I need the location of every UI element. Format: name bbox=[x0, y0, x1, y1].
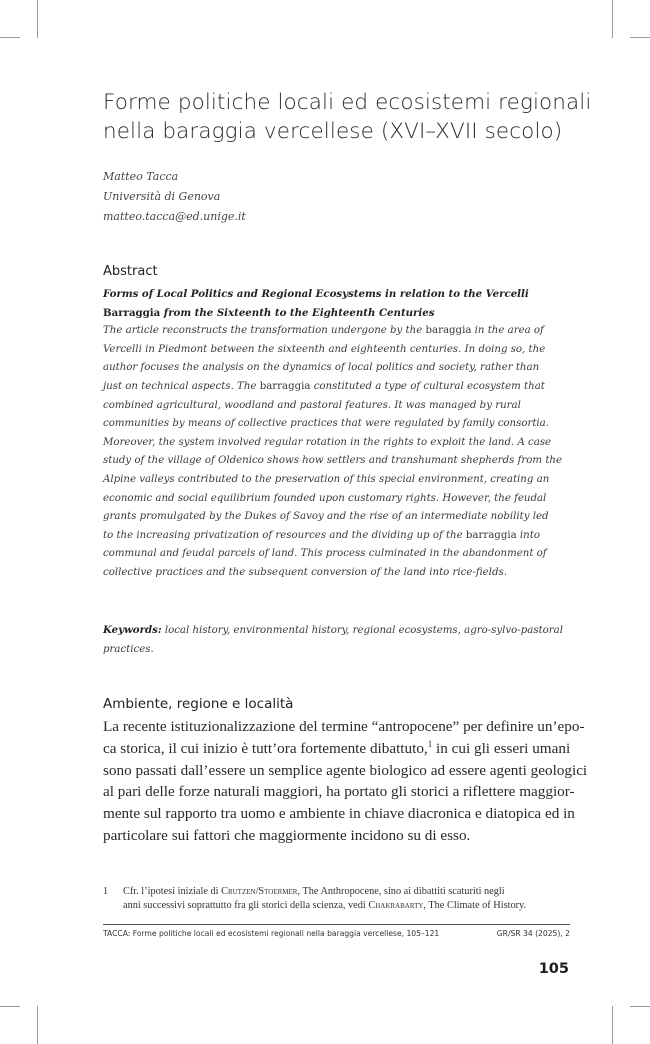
footnote-text: anni successivi soprattutto fra gli storici della scienza, vedi bbox=[123, 900, 369, 911]
running-footer-title: TACCA: Forme politiche locali ed ecosistemi regionali nella baraggia vercellese, 105–121 bbox=[103, 929, 440, 938]
abstract-line bbox=[103, 415, 570, 434]
section-heading: Ambiente, regione e località bbox=[103, 696, 294, 712]
article-title-line: nella baraggia vercellese (XVI–XVII secolo) bbox=[103, 119, 563, 144]
abstract-text bbox=[103, 322, 570, 582]
body-line: La recente istituzionalizzazione del termine “antropocene” per definire un’epo- bbox=[103, 718, 585, 735]
abstract-line bbox=[103, 397, 570, 416]
keywords-list: local history, environmental history, regional ecosystems, agro-sylvo-pastoral bbox=[161, 625, 564, 636]
abstract-line bbox=[103, 471, 570, 490]
abstract-term: barraggia bbox=[259, 380, 311, 392]
abstract-line-text: to the increasing privatization of resources and the dividing up of the bbox=[103, 529, 466, 541]
body-line: mente sul rapporto tra uomo e ambiente in chiave diacronica e diatopica ed in bbox=[103, 805, 575, 823]
abstract-line-text: The article reconstructs the transformation undergone by the bbox=[103, 325, 426, 337]
author-block bbox=[103, 167, 246, 227]
crop-mark-right-bottom bbox=[630, 1006, 650, 1007]
abstract-line bbox=[103, 490, 570, 509]
abstract-line bbox=[103, 434, 570, 453]
running-footer-journal: GR/SR 34 (2025), 2 bbox=[496, 929, 570, 938]
abstract-line-text: just on technical aspects. The bbox=[103, 380, 260, 392]
body-line bbox=[103, 738, 570, 760]
page-number: 105 bbox=[538, 961, 569, 977]
body-line: particolare sui fattori che maggiormente incidono su di esso. bbox=[103, 826, 471, 844]
crop-mark-bottom-left bbox=[37, 1006, 38, 1044]
footnote-line bbox=[123, 885, 526, 899]
footnote-line bbox=[123, 899, 526, 913]
body-line: sono passati dall’essere un semplice agente biologico ad essere agenti geologici bbox=[103, 761, 588, 779]
footnote-ref[interactable]: 1 bbox=[427, 738, 433, 749]
abstract-line-text: communal and feudal parcels of land. This process culminated in the abandonment of bbox=[103, 548, 547, 560]
footnote-author: Chakrabarty bbox=[368, 900, 424, 911]
abstract-line bbox=[103, 452, 570, 471]
abstract-line bbox=[103, 322, 570, 341]
author-email[interactable]: matteo.tacca@ed.unige.it bbox=[103, 210, 246, 223]
abstract-line-text: in the area of bbox=[471, 325, 544, 337]
abstract-heading: Abstract bbox=[103, 264, 158, 279]
crop-mark-top-left bbox=[37, 0, 38, 38]
abstract-subtitle: Forms of Local Politics and Regional Ecosystems in relation to the Vercelli bbox=[103, 288, 529, 300]
keywords-list-cont: practices. bbox=[103, 643, 154, 655]
abstract-line-text: collective practices and the subsequent conversion of the land into rice-fields. bbox=[103, 566, 507, 578]
abstract-line-text: combined agricultural, woodland and pastoral features. It was managed by rural bbox=[103, 399, 521, 411]
article-title bbox=[103, 88, 592, 146]
abstract-line-text: into bbox=[516, 529, 540, 541]
footnote-text: Cfr. l’ipotesi iniziale di bbox=[123, 886, 222, 897]
abstract-subtitle-term: Barraggia bbox=[103, 306, 161, 319]
abstract-line-text: communities by means of collective practices that were regulated by family consortia. bbox=[103, 418, 549, 430]
abstract-subtitle bbox=[103, 304, 570, 323]
abstract-line-text: grants promulgated by the Dukes of Savoy and the rise of an intermediate nobility led bbox=[103, 511, 549, 523]
abstract-term: baraggia bbox=[425, 325, 472, 337]
footer-rule bbox=[103, 924, 570, 925]
abstract-line-text: study of the village of Oldenico shows how settlers and transhumant shepherds from the bbox=[103, 455, 562, 467]
crop-mark-bottom-right bbox=[612, 1006, 613, 1044]
abstract-line bbox=[103, 359, 570, 378]
body-paragraph bbox=[103, 716, 588, 847]
author-name: Matteo Tacca bbox=[103, 170, 179, 183]
body-line: al pari delle forze naturali maggiori, ha portato gli storici a riflettere maggior- bbox=[103, 783, 575, 801]
abstract-line bbox=[103, 545, 570, 564]
body-line-part: ca storica, il cui inizio è tutt’ora fortemente dibattuto, bbox=[103, 739, 428, 757]
abstract-line-text: constituted a type of cultural ecosystem that bbox=[310, 380, 545, 392]
abstract-line bbox=[103, 508, 570, 527]
author-affiliation: Università di Genova bbox=[103, 190, 221, 203]
abstract-subtitle-rest: from the Sixteenth to the Eighteenth Centuries bbox=[160, 306, 435, 319]
footnote-author: Crutzen/Stoermer bbox=[221, 886, 298, 897]
abstract-line-text: Vercelli in Piedmont between the sixteenth and eighteenth centuries. In doing so, the bbox=[103, 343, 546, 355]
article-title-line: Forme politiche locali ed ecosistemi regionali bbox=[103, 90, 592, 115]
running-footer bbox=[103, 929, 570, 943]
footnote-text: , The Anthropocene, sino ai dibattiti scaturiti negli bbox=[297, 886, 505, 897]
abstract-line-text: Moreover, the system involved regular rotation in the rights to exploit the land. A case bbox=[103, 436, 552, 448]
crop-mark-top-right bbox=[612, 0, 613, 38]
abstract-line-text: author focuses the analysis on the dynamics of local politics and society, rather than bbox=[103, 362, 540, 374]
body-line-part: in cui gli esseri umani bbox=[432, 739, 571, 757]
abstract-line bbox=[103, 378, 570, 397]
abstract bbox=[103, 285, 570, 583]
abstract-term: barraggia bbox=[465, 529, 517, 541]
keywords-label: Keywords: bbox=[103, 624, 162, 636]
footnote-text: , The Climate of History. bbox=[423, 900, 527, 911]
footnote-number: 1 bbox=[103, 886, 109, 897]
crop-mark-right-top bbox=[630, 37, 650, 38]
crop-mark-left-bottom bbox=[0, 1006, 20, 1007]
abstract-line bbox=[103, 527, 570, 546]
abstract-line-text: economic and social equilibrium founded upon customary rights. However, the feudal bbox=[103, 492, 547, 504]
keywords bbox=[103, 621, 570, 659]
abstract-line-text: Alpine valleys contributed to the preservation of this special environment, creating an bbox=[103, 473, 550, 485]
abstract-line bbox=[103, 341, 570, 360]
crop-mark-left-top bbox=[0, 37, 20, 38]
abstract-line bbox=[103, 564, 570, 583]
